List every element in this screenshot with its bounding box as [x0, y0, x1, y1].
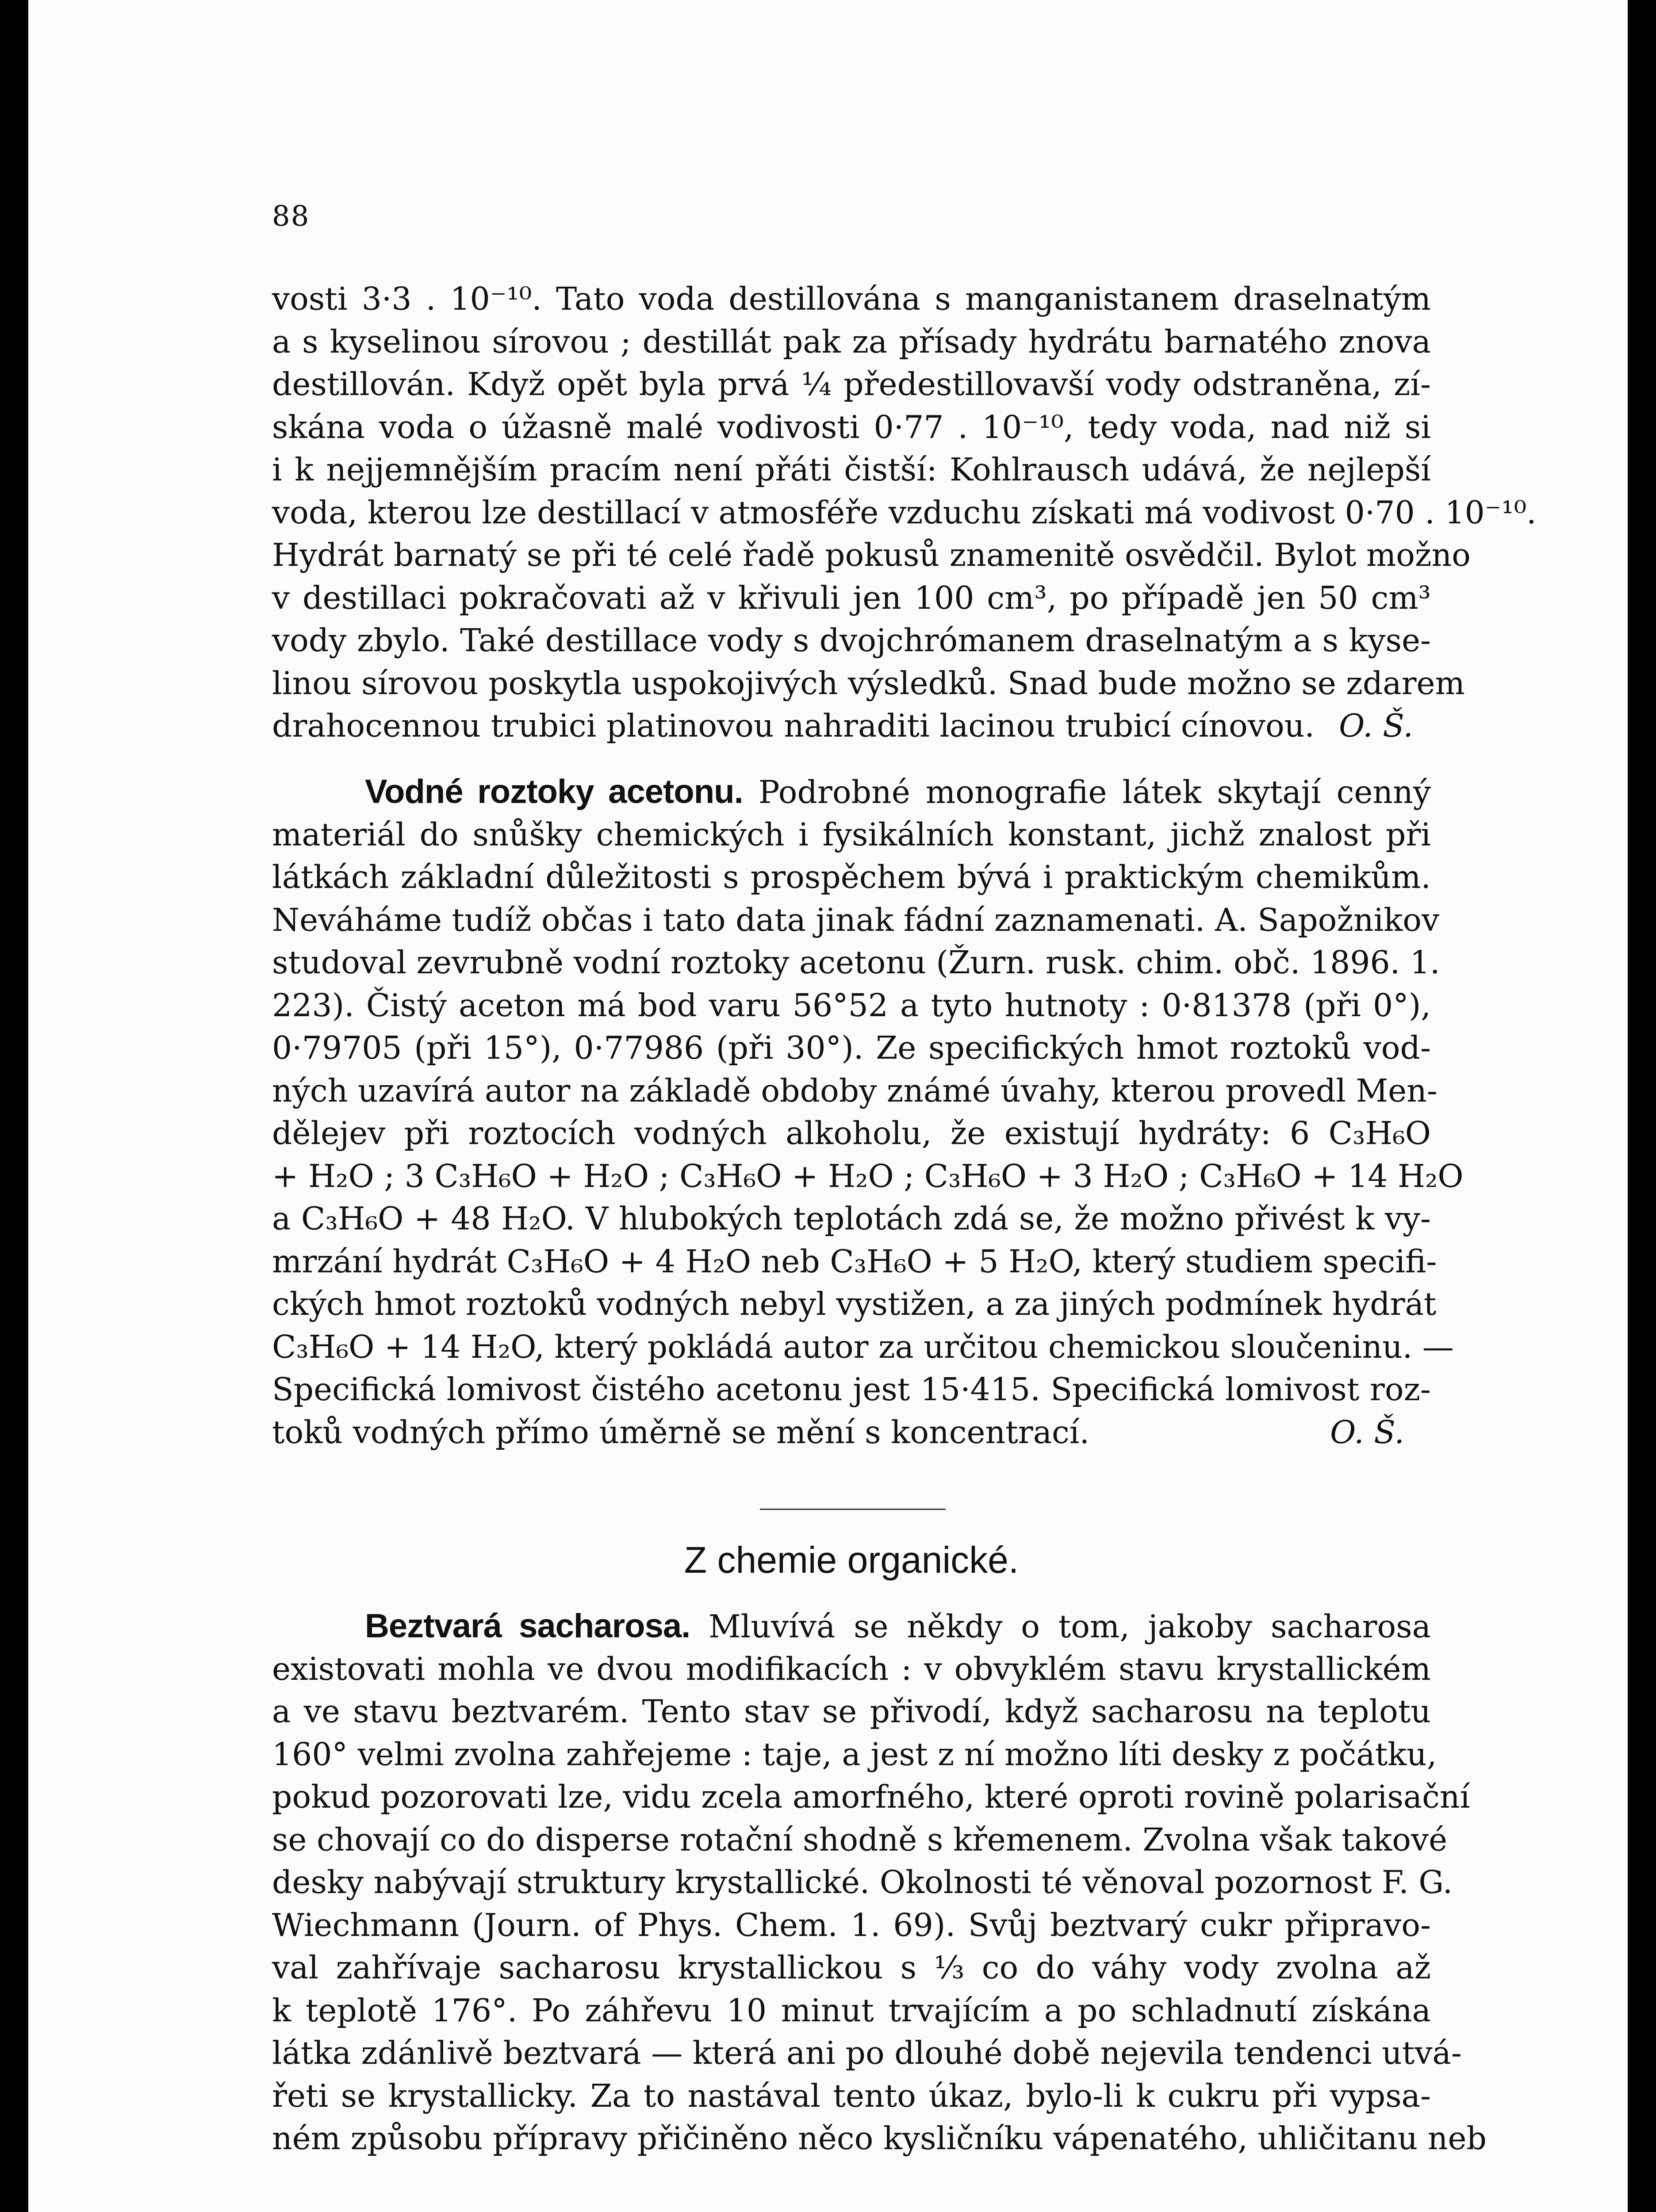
paragraph-heading: Vodné roztoky acetonu. — [365, 773, 743, 810]
text-line: 0·79705 (při 15°), 0·77986 (při 30°). Ze specifických hmot roztoků vod- — [272, 1029, 1431, 1066]
paragraph-amorphous-sucrose — [272, 1605, 1487, 2160]
text-line-last — [272, 1411, 1431, 1454]
author-signature: O. Š. — [1330, 1413, 1404, 1451]
text-line: 160° velmi zvolna zahřejeme : taje, a jest z ní možno líti desky z počátku, — [272, 1736, 1437, 1773]
text-line: k teplotě 176°. Po záhřevu 10 minut trvajícím a po schladnutí získána — [272, 1992, 1431, 2029]
paragraph-water-destillation — [272, 278, 1537, 748]
text-line: studoval zevrubně vodní roztoky acetonu (Žurn. rusk. chim. obč. 1896. 1. — [272, 944, 1440, 981]
text-line: mrzání hydrát C₃H₆O + 4 H₂O neb C₃H₆O + 5 H₂O, který studiem specifi- — [272, 1243, 1437, 1280]
text-line: destillován. Když opět byla prvá ¹⁄₄ předestillovavší vody odstraněna, zí- — [272, 366, 1431, 403]
text-line: pokud pozorovati lze, vidu zcela amorfného, které oproti rovině polarisační — [272, 1778, 1470, 1815]
text-line: se chovají co do disperse rotační shodně s křemenem. Zvolna však takové — [272, 1821, 1448, 1858]
text-line-content: Podrobné monografie látek skytají cenný — [758, 774, 1431, 810]
text-line: látkách základní důležitosti s prospěchem bývá i praktickým chemikům. — [272, 859, 1431, 895]
text-line: ných uzavírá autor na základě obdoby známé úvahy, kterou provedl Men- — [272, 1072, 1438, 1109]
text-line: Neváháme tudíž občas i tato data jinak fádní zaznamenati. A. Sapožnikov — [272, 901, 1440, 938]
text-line: 223). Čistý aceton má bod varu 56°52 a tyto hutnoty : 0·81378 (při 0°), — [272, 987, 1431, 1024]
text-line: skána voda o úžasně malé vodivosti 0·77 . 10⁻¹⁰, tedy voda, nad niž si — [272, 408, 1431, 445]
text-line: Specifická lomivost čistého acetonu jest 15·415. Specifická lomivost roz- — [272, 1371, 1431, 1408]
text-line: desky nabývají struktury krystallické. Okolnosti té věnoval pozornost F. G. — [272, 1864, 1453, 1901]
section-divider — [760, 1509, 946, 1510]
paragraph-acetone-solutions — [272, 771, 1464, 1454]
page-number: 88 — [272, 200, 310, 233]
text-line: materiál do snůšky chemických i fysikálních konstant, jichž znalost při — [272, 816, 1431, 853]
text-line-last — [272, 705, 1431, 748]
text-line: voda, kterou lze destillací v atmosféře vzduchu získati má vodivost 0·70 . 10⁻¹⁰. — [272, 494, 1537, 531]
text-line: ném způsobu přípravy přičiněno něco kysličníku vápenatého, uhličitanu neb — [272, 2120, 1487, 2157]
text-line: i k nejjemnějším pracím není přáti čistší: Kohlrausch udává, že nejlepší — [272, 451, 1431, 488]
text-line: linou sírovou poskytla uspokojivých výsledků. Snad bude možno se zdarem — [272, 664, 1465, 702]
text-line: vosti 3·3 . 10⁻¹⁰. Tato voda destillována s manganistanem draselnatým — [272, 280, 1431, 317]
text-line: řeti se krystallicky. Za to nastával tento úkaz, bylo-li k cukru při vypsa- — [272, 2077, 1431, 2114]
text-line: C₃H₆O + 14 H₂O, který pokládá autor za určitou chemickou sloučeninu. — — [272, 1328, 1454, 1365]
text-line-first — [272, 771, 1431, 814]
paragraph-heading: Beztvará sacharosa. — [365, 1607, 690, 1645]
text-line-content: toků vodných přímo úměrně se mění s koncentrací. — [272, 1413, 1090, 1451]
text-line-content: Mluvívá se někdy o tom, jakoby sacharosa — [708, 1608, 1431, 1645]
text-line: val zahřívaje sacharosu krystallickou s ¹⁄₃ co do váhy vody zvolna až — [272, 1949, 1431, 1986]
text-line: a C₃H₆O + 48 H₂O. V hlubokých teplotách zdá se, že možno přivést k vy- — [272, 1200, 1431, 1237]
text-line: ckých hmot roztoků vodných nebyl vystižen, a za jiných podmínek hydrát — [272, 1286, 1437, 1322]
section-title: Z chemie organické. — [684, 1539, 1019, 1581]
text-line: v destillaci pokračovati až v křivuli jen 100 cm³, po případě jen 50 cm³ — [272, 579, 1431, 616]
text-line: existovati mohla ve dvou modifikacích : v obvyklém stavu krystallickém — [272, 1650, 1431, 1687]
text-line: látka zdánlivě beztvará — která ani po dlouhé době nejevila tendenci utvá- — [272, 2035, 1462, 2071]
author-signature: O. Š. — [1339, 707, 1413, 744]
text-line: dělejev při roztocích vodných alkoholu, že existují hydráty: 6 C₃H₆O — [272, 1115, 1431, 1152]
text-line-first — [272, 1605, 1431, 1648]
text-line: Wiechmann (Journ. of Phys. Chem. 1. 69). Svůj beztvarý cukr připravo- — [272, 1906, 1431, 1943]
text-line: a s kyselinou sírovou ; destillát pak za přísady hydrátu barnatého znova — [272, 323, 1431, 360]
text-line: + H₂O ; 3 C₃H₆O + H₂O ; C₃H₆O + H₂O ; C₃H₆O + 3 H₂O ; C₃H₆O + 14 H₂O — [272, 1157, 1464, 1194]
text-line-content: drahocennou trubici platinovou nahraditi lacinou trubicí cínovou. — [272, 707, 1315, 744]
text-line: a ve stavu beztvarém. Tento stav se přivodí, když sacharosu na teplotu — [272, 1693, 1431, 1730]
text-line: Hydrát barnatý se při té celé řadě pokusů znamenitě osvědčil. Bylot možno — [272, 537, 1471, 573]
text-line: vody zbylo. Také destillace vody s dvojchrómanem draselnatým a s kyse- — [272, 622, 1431, 659]
